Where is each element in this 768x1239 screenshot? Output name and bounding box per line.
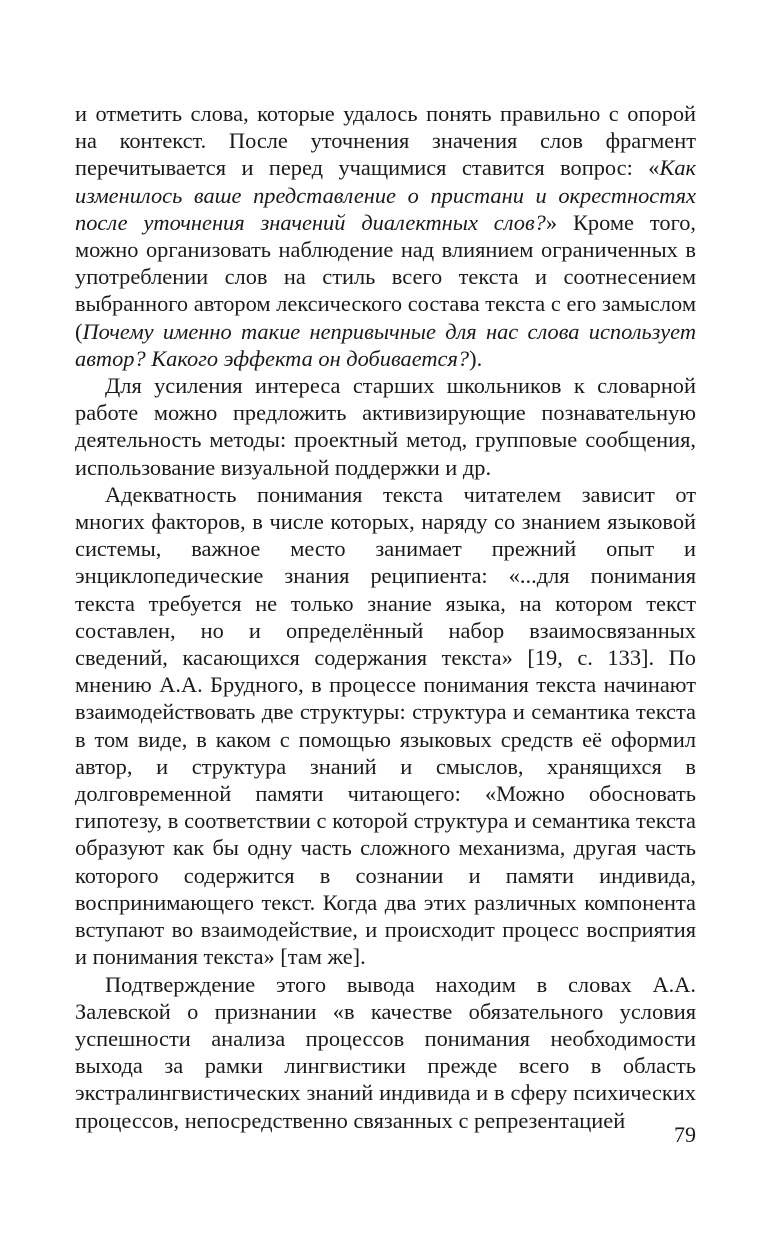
paragraph-3	[75, 481, 696, 971]
paragraph-2-text: Для усиления интереса старших школьников к словарной работе можно предложить активизирующие познавательную деятельность методы: проектный метод, групповые сообщения, использование визуальной поддержки и др.	[75, 373, 696, 480]
paragraph-4-text: Подтверждение этого вывода находим в словах А.А. Залевской о признании «в качестве обязательного условия успешности анализа процессов понимания необходимости выхода за рамки лингвистики прежде всего в область экстралингвистических знаний индивида и в сферу психических процессов, непосредственно связанных с репрезентацией	[75, 971, 696, 1133]
paragraph-1-text-3: ).	[469, 345, 483, 371]
paragraph-1-text-1: и отметить слова, которые удалось понять правильно с опорой на контекст. После уточнения значения слов фрагмент перечитывается и перед учащимися ставится вопрос: «	[75, 101, 696, 181]
paragraph-3-text: Адекватность понимания текста читателем зависит от многих факторов, в числе которых, наряду со знанием языковой системы, важное место занимает прежний опыт и энциклопедические знания реципиента: «...для понимания текста требуется не только знание языка, на котором текст составлен, но и определённый набор взаимосвязанных сведений, касающихся содержания текста» [19, с. 133]. По мнению А.А. Брудного, в процессе понимания текста начинают взаимодействовать две структуры: структура и семантика текста в том виде, в каком с помощью языковых средств её оформил автор, и структура знаний и смыслов, хранящихся в долговременной памяти читающего: «Можно обосновать гипотезу, в соответствии с которой структура и семантика текста образуют как бы одну часть сложного механизма, другая часть которого содержится в сознании и памяти индивида, воспринимающего текст. Когда два этих различных компонента вступают во взаимодействие, и происходит процесс восприятия и понимания текста» [там же].	[75, 481, 696, 970]
paragraph-1-question-2: Почему именно такие непривычные для нас слова использует автор? Какого эффекта он добивается?	[75, 318, 696, 371]
paragraph-1-question-1: Как изменилось ваше представление о пристани и окрестностях после уточнения значений диалектных слов?	[75, 155, 696, 235]
paragraph-1	[75, 100, 696, 372]
paragraph-1-text-2: » Кроме того, можно организовать наблюдение над влиянием ограниченных в употреблении слов на стиль всего текста и соотнесением выбранного автором лексического состава текста с его замыслом (	[75, 209, 696, 344]
paragraph-4	[75, 971, 696, 1134]
page-body	[75, 100, 696, 1134]
page-number: 79	[674, 1122, 696, 1147]
paragraph-2	[75, 372, 696, 481]
